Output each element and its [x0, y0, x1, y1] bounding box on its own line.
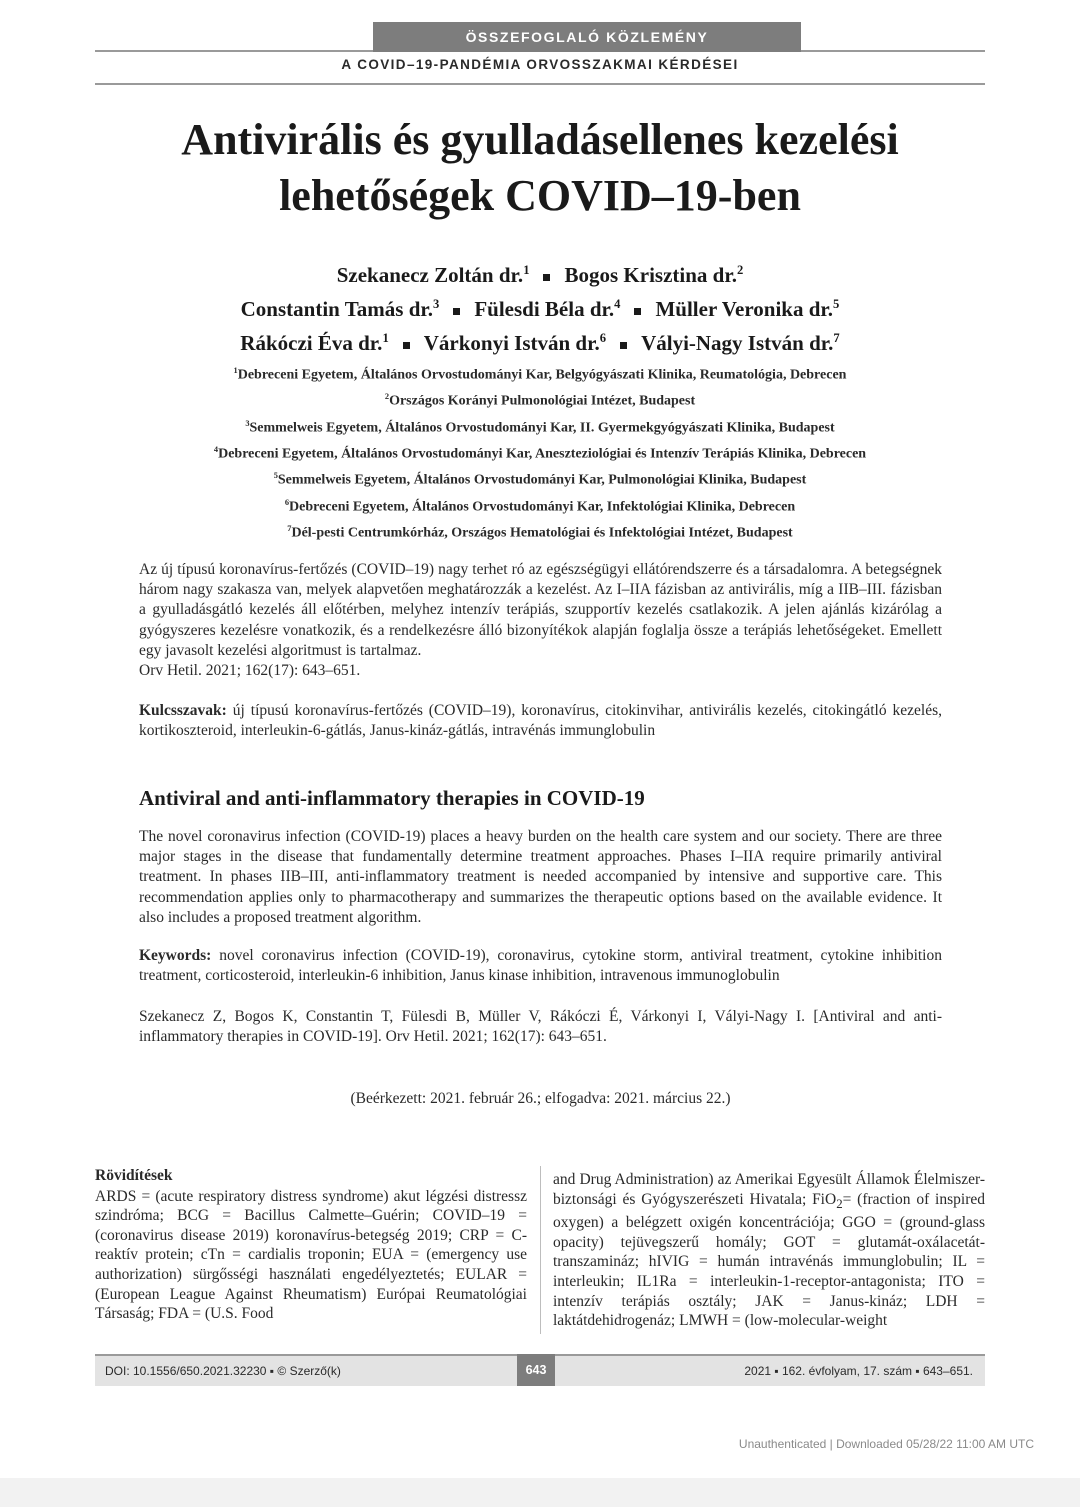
author-line-2: [60, 290, 1020, 324]
keywords-text: novel coronavirus infection (COVID-19), coronavirus, cytokine storm, antiviral treatment, cytokine inhibition treatment, corticosteroid, interleukin-6 inhibition, Janus kinase inhibition, intravenous immunoglobulin: [139, 947, 942, 985]
page-number: 643: [517, 1354, 555, 1386]
keywords-text: új típusú koronavírus-fertőzés (COVID–19), koronavírus, citokinvihar, antivirális kezelés, citokingátló kezelés, kortikoszteroid, interleukin-6-gátlás, Janus-kináz-gátlás, intravénás immunglobulin: [139, 702, 942, 740]
abstract-english: The novel coronavirus infection (COVID-19) places a heavy burden on the health care system and our society. There are three major stages in the disease that fundamentally determine treatment approaches. Phases I–IIA require primarily antiviral treatment. In phases IIB–III, anti-inflammatory treatment is needed accompanied by intensive and supportive care. This recommendation applies only to pharmacotherapy and summarizes the therapeutic options based on the available evidence. It also includes a proposed treatment algorithm.: [139, 828, 942, 926]
author: Szekanecz Zoltán dr.$^1$: [336, 263, 530, 287]
author-separator: [403, 342, 410, 349]
keywords-label: Keywords:: [139, 947, 212, 964]
affiliation: $^4$Debreceni Egyetem, Általános Orvostudományi Kar, Aneszteziológiai és Intenzív Terápiás Klinika, Debrecen: [213, 445, 867, 462]
title-line-2: lehetőségek COVID–19-ben: [279, 171, 801, 220]
journal-header: [95, 22, 985, 52]
received-dates: (Beérkezett: 2021. február 26.; elfogadva: 2021. március 22.): [350, 1090, 731, 1107]
abbreviations-text: ARDS = (acute respiratory distress syndrome) akut légzési distressz szindróma; BCG = Bacillus Calmette–Guérin; COVID–19 = (coronavirus disease 2019) koronavírus-betegség 2019; CRP = C-reaktív protein; cTn = cardialis troponin; EUA = (emergency use authorization) sürgősségi használati engedélyeztetés; EULAR = (European League Against Rheumatism) Európai Reumatológiai Társaság; FDA = (U.S. Food: [95, 1187, 527, 1323]
keywords-label: Kulcsszavak:: [139, 702, 227, 719]
abstract-text: Az új típusú koronavírus-fertőzés (COVID–19) nagy terhet ró az egészségügyi ellátórendszerre és a társadalomra. A betegségnek három nagy szakasza van, melyek alapvetően meghatározzák a kezelést. Az I–IIA fázisban az antivirális, míg a IIB–III. fázisban a gyulladásgátló kezelés áll előtérben, melyhez intenzív terápiás, szupportív kezelés csatlakozik. A jelen ajánlás kizárólag a gyógyszeres kezelésre vonatkozik, és a rendelkezésre álló bizonyítékok alapján foglalja össze a terápiás lehetőségeket. Emellett egy javasolt kezelési algoritmust is tartalmaz.: [139, 561, 942, 659]
abbreviations-right-column: and Drug Administration) az Amerikai Egyesült Államok Élelmiszer-biztonsági és Gyógyszerészeti Hivatala; FiO$_2$= (fraction of inspired oxygen) a belégzett oxigén koncentrációja; GGO = (ground-glass opacity) tejüvegszerű homály; GOT = glutamát-oxálacetát-transzamináz; hIVIG = humán intravénás immunglobulin; IL = interleukin; IL1Ra = interleukin-1-receptor-antagonista; ITO = intenzív terápiás osztály; JAK = Janus-kináz; LDH = laktátdehidrogenáz; LMWH = (low-molecular-weight: [553, 1171, 985, 1330]
author-separator: [620, 342, 627, 349]
abbreviations-heading: Rövidítések: [95, 1167, 173, 1184]
affiliation: $^1$Debreceni Egyetem, Általános Orvostudományi Kar, Belgyógyászati Klinika, Reumatológia, Debrecen: [233, 366, 847, 383]
issue-info: 2021 ▪ 162. évfolyam, 17. szám ▪ 643–651.: [744, 1364, 973, 1378]
author: Várkonyi István dr.$^6$: [423, 331, 607, 355]
page-footer: [95, 1354, 985, 1386]
author: Rákóczi Éva dr.$^1$: [240, 331, 389, 355]
author: Constantin Tamás dr.$^3$: [240, 297, 440, 321]
affiliation: $^2$Országos Korányi Pulmonológiai Intézet, Budapest: [384, 392, 696, 410]
section-label: ÖSSZEFOGLALÓ KÖZLEMÉNY: [373, 22, 801, 52]
keywords-hungarian: [139, 701, 942, 741]
author-line-3: [60, 324, 1020, 358]
keywords-english: [139, 946, 942, 986]
affiliation: $^3$Semmelweis Egyetem, Általános Orvostudományi Kar, II. Gyermekgyógyászati Klinika, Budapest: [245, 418, 835, 436]
author: Vályi-Nagy István dr.$^7$: [641, 331, 840, 355]
download-watermark: Unauthenticated | Downloaded 05/28/22 11:00 AM UTC: [738, 1437, 1034, 1451]
author: Müller Veronika dr.$^5$: [655, 297, 840, 321]
doi-link[interactable]: DOI: 10.1556/650.2021.32230 ▪ © Szerző(k): [105, 1364, 341, 1378]
author-list: [60, 256, 1020, 358]
subheader-rule: [95, 83, 985, 85]
english-title: Antiviral and anti-inflammatory therapies in COVID-19: [139, 786, 645, 810]
author: Fülesdi Béla dr.$^4$: [474, 297, 621, 321]
author-separator: [453, 308, 460, 315]
affiliation: $^5$Semmelweis Egyetem, Általános Orvostudományi Kar, Pulmonológiai Klinika, Budapest: [273, 471, 807, 489]
affiliation: $^6$Debreceni Egyetem, Általános Orvostudományi Kar, Infektológiai Klinika, Debrecen: [284, 497, 796, 515]
affiliation: $^7$Dél-pesti Centrumkórház, Országos Hematológiai és Infektológiai Intézet, Budapest: [287, 524, 793, 541]
series-label: A COVID–19-PANDÉMIA ORVOSSZAKMAI KÉRDÉSEI: [341, 57, 739, 72]
affiliation-list: [60, 360, 1020, 545]
column-divider: [540, 1166, 541, 1334]
abbreviations-left-column: [95, 1166, 527, 1324]
bottom-strip: [0, 1478, 1080, 1507]
citation: Szekanecz Z, Bogos K, Constantin T, Fülesdi B, Müller V, Rákóczi É, Várkonyi I, Vályi-Nagy I. [Antiviral and anti-inflammatory therapies in COVID-19]. Orv Hetil. 2021; 162(17): 643–651.: [139, 1008, 942, 1046]
author-line-1: [60, 256, 1020, 290]
author-separator: [634, 308, 641, 315]
author: Bogos Krisztina dr.$^2$: [564, 263, 744, 287]
abstract-journal-ref: Orv Hetil. 2021; 162(17): 643–651.: [139, 662, 361, 680]
title-line-1: Antivirális és gyulladásellenes kezelési: [181, 115, 899, 164]
author-separator: [543, 274, 550, 281]
abstract-hungarian: [139, 560, 942, 681]
article-title: [60, 112, 1020, 224]
